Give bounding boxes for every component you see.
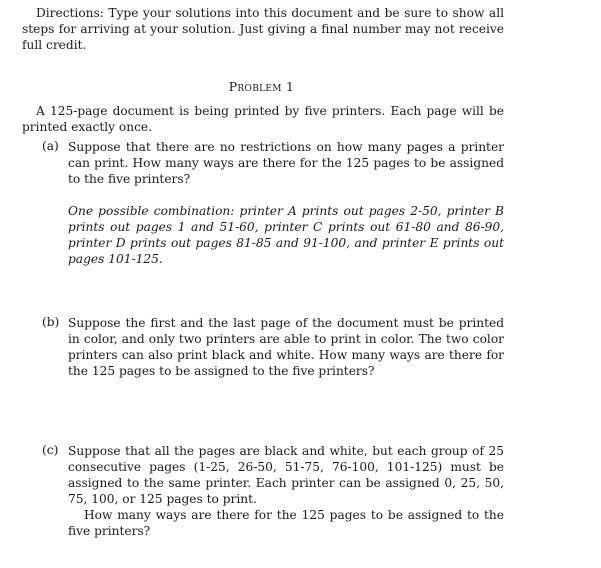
part-b-marker: (b) [42,315,60,329]
part-b [42,315,504,379]
part-c-marker: (c) [42,443,59,457]
part-c-question-wrap [68,443,504,539]
problem-heading: Problem 1 [228,79,295,94]
part-c [42,443,504,539]
problem-intro: A 125-page document is being printed by five printers. Each page will be printed exactly once. [22,104,504,134]
part-c-question: Suppose that all the pages are black and white, but each group of 25 consecutive pages (1-25, 26-50, 51-75, 76-100, 101-125) must be assigned to the same printer. Each printer can be assigned 0, 25, 50, 75, 100, or 125 pages to print. [68,444,504,506]
part-a-marker: (a) [42,139,59,153]
part-c-followup: How many ways are there for the 125 pages to be assigned to the five printers? [68,508,504,538]
directions-text: Directions: Type your solutions into this document and be sure to show all steps for arriving at your solution. Just giving a final number may not receive full credit. [22,6,504,52]
part-a [42,139,504,187]
part-a-question: Suppose that there are no restrictions on how many pages a printer can print. How many ways are there for the 125 pages to be assigned to the five printers? [68,140,504,186]
part-b-question: Suppose the first and the last page of the document must be printed in color, and only two printers are able to print in color. The two color printers can also print black and white. How many ways are there for the 125 pages to be assigned to the five printers? [68,316,504,378]
part-a-answer[interactable]: One possible combination: printer A prints out pages 2-50, printer B prints out pages 1 and 51-60, printer C prints out 61-80 and 86-90, printer D prints out pages 81-85 and 91-100, and printer E prints out pages 101-125. [68,204,504,266]
